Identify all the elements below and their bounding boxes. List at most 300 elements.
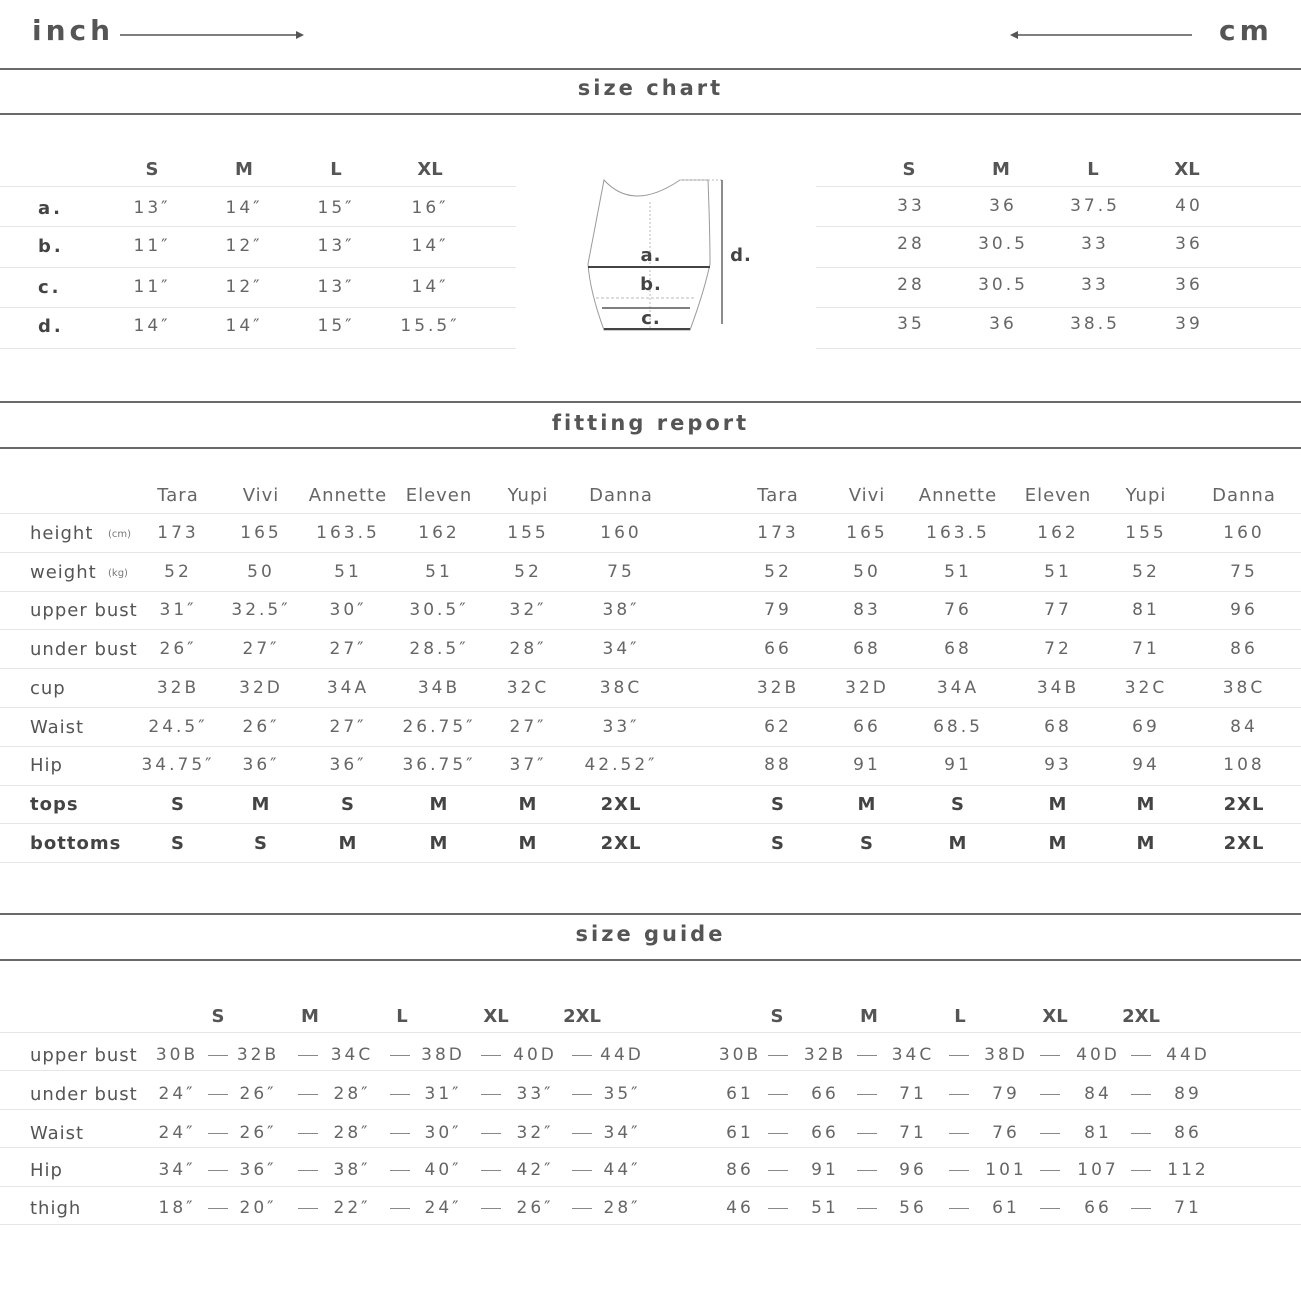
fitting-value-cm: 81 <box>1132 600 1160 620</box>
row-divider <box>0 186 516 187</box>
guide-value-inch: 44D <box>600 1045 644 1065</box>
range-dash <box>390 1133 410 1134</box>
fitting-value-inch: 32D <box>239 678 283 698</box>
guide-value-inch: 22″ <box>333 1198 371 1218</box>
range-dash <box>857 1133 877 1134</box>
size-value-cm: 33 <box>1081 234 1109 254</box>
range-dash <box>1040 1208 1060 1209</box>
range-dash <box>768 1133 788 1134</box>
size-value-cm: 37.5 <box>1070 196 1120 216</box>
fitting-value-cm: 71 <box>1132 639 1160 659</box>
range-dash <box>208 1133 228 1134</box>
fitting-value-inch: 2XL <box>600 833 642 854</box>
fitting-value-inch: 34.75″ <box>141 755 215 775</box>
row-divider <box>0 785 1301 786</box>
guide-value-inch: 18″ <box>158 1198 196 1218</box>
fitting-value-inch: 34B <box>417 678 461 698</box>
size-header-cm: L <box>1087 159 1099 180</box>
range-dash <box>949 1055 969 1056</box>
range-dash <box>1131 1170 1151 1171</box>
fitting-value-cm: 77 <box>1044 600 1072 620</box>
fitting-value-cm: S <box>951 794 965 815</box>
guide-row-label: thigh <box>30 1198 82 1219</box>
guide-size-header-cm: M <box>860 1006 878 1027</box>
size-value-inch: 14″ <box>411 236 449 256</box>
guide-value-cm: 51 <box>811 1198 839 1218</box>
row-divider <box>0 629 1301 630</box>
row-divider <box>816 307 1301 308</box>
guide-value-inch: 20″ <box>239 1198 277 1218</box>
size-value-cm: 28 <box>897 234 925 254</box>
guide-value-inch: 30″ <box>424 1123 462 1143</box>
range-dash <box>390 1094 410 1095</box>
fitting-value-cm: 34A <box>936 678 980 698</box>
range-dash <box>1040 1170 1060 1171</box>
fitting-value-inch: M <box>338 833 358 854</box>
guide-value-inch: 36″ <box>239 1160 277 1180</box>
range-dash <box>1131 1055 1151 1056</box>
fitting-value-cm: 79 <box>764 600 792 620</box>
measure-label: c. <box>38 277 62 298</box>
range-dash <box>390 1208 410 1209</box>
range-dash <box>949 1133 969 1134</box>
size-value-inch: 15″ <box>317 198 355 218</box>
fitting-row-unit: (kg) <box>108 568 128 579</box>
fitting-value-inch: 51 <box>425 562 453 582</box>
size-value-inch: 11″ <box>133 277 171 297</box>
fitting-row-label: cup <box>30 678 66 699</box>
range-dash <box>1131 1208 1151 1209</box>
fitting-value-inch: 26″ <box>159 639 197 659</box>
guide-value-cm: 91 <box>811 1160 839 1180</box>
guide-value-cm: 66 <box>811 1123 839 1143</box>
fitting-value-inch: 52 <box>164 562 192 582</box>
fitting-value-inch: 28″ <box>509 639 547 659</box>
guide-size-header-inch: XL <box>483 1006 509 1027</box>
size-value-cm: 36 <box>989 314 1017 334</box>
unit-inch-label: inch <box>32 14 115 47</box>
guide-value-inch: 38″ <box>333 1160 371 1180</box>
measure-label: b. <box>38 236 64 257</box>
row-divider <box>0 591 1301 592</box>
range-dash <box>768 1170 788 1171</box>
guide-value-inch: 28″ <box>333 1123 371 1143</box>
fitting-value-inch: 26.75″ <box>402 717 476 737</box>
guide-value-cm: 84 <box>1084 1084 1112 1104</box>
guide-value-cm: 66 <box>1084 1198 1112 1218</box>
fitting-value-cm: 52 <box>764 562 792 582</box>
guide-value-cm: 61 <box>992 1198 1020 1218</box>
fitting-value-inch: 27″ <box>242 639 280 659</box>
fitting-value-cm: M <box>1136 794 1156 815</box>
range-dash <box>208 1170 228 1171</box>
range-dash <box>949 1208 969 1209</box>
guide-value-inch: 34″ <box>603 1123 641 1143</box>
guide-row-label: upper bust <box>30 1045 138 1066</box>
fitting-value-inch: 165 <box>240 523 282 543</box>
fitting-value-inch: 155 <box>507 523 549 543</box>
range-dash <box>481 1208 501 1209</box>
fitting-value-cm: 62 <box>764 717 792 737</box>
fitting-value-inch: S <box>171 833 185 854</box>
size-value-inch: 15″ <box>317 316 355 336</box>
fitting-value-cm: 72 <box>1044 639 1072 659</box>
range-dash <box>572 1055 592 1056</box>
fitting-row-label: height <box>30 523 94 544</box>
fitting-value-cm: S <box>860 833 874 854</box>
guide-size-header-cm: L <box>954 1006 966 1027</box>
guide-value-inch: 32B <box>236 1045 280 1065</box>
guide-value-cm: 38D <box>984 1045 1028 1065</box>
fitting-value-cm: 75 <box>1230 562 1258 582</box>
size-value-inch: 12″ <box>225 277 263 297</box>
fitting-value-inch: 75 <box>607 562 635 582</box>
fitting-value-inch: 32B <box>156 678 200 698</box>
guide-value-cm: 89 <box>1174 1084 1202 1104</box>
model-name-cm: Danna <box>1212 485 1276 506</box>
guide-value-inch: 26″ <box>239 1084 277 1104</box>
guide-value-inch: 40D <box>513 1045 557 1065</box>
fitting-value-inch: S <box>171 794 185 815</box>
size-value-inch: 11″ <box>133 236 171 256</box>
fitting-value-inch: 27″ <box>509 717 547 737</box>
fitting-value-inch: 27″ <box>329 639 367 659</box>
measure-label: d. <box>38 316 64 337</box>
divider <box>0 401 1301 403</box>
guide-value-cm: 46 <box>726 1198 754 1218</box>
guide-value-cm: 107 <box>1077 1160 1119 1180</box>
guide-value-cm: 32B <box>803 1045 847 1065</box>
fitting-value-cm: 68 <box>1044 717 1072 737</box>
fitting-value-inch: 173 <box>157 523 199 543</box>
fitting-row-label: Hip <box>30 755 63 776</box>
range-dash <box>481 1133 501 1134</box>
model-name-inch: Yupi <box>507 485 549 506</box>
unit-cm-label: cm <box>1219 14 1273 47</box>
range-dash <box>208 1094 228 1095</box>
fitting-value-cm: 155 <box>1125 523 1167 543</box>
size-value-cm: 39 <box>1175 314 1203 334</box>
size-value-inch: 15.5″ <box>400 316 460 336</box>
guide-size-header-inch: 2XL <box>563 1006 601 1027</box>
fitting-row-label: under bust <box>30 639 138 660</box>
fitting-value-inch: 36″ <box>242 755 280 775</box>
fitting-value-inch: 36.75″ <box>402 755 476 775</box>
model-name-inch: Eleven <box>405 485 473 506</box>
fitting-value-cm: 2XL <box>1223 833 1265 854</box>
range-dash <box>768 1208 788 1209</box>
fitting-value-inch: M <box>518 833 538 854</box>
fitting-value-cm: 162 <box>1037 523 1079 543</box>
guide-value-inch: 34C <box>330 1045 374 1065</box>
range-dash <box>572 1208 592 1209</box>
fitting-value-inch: 51 <box>334 562 362 582</box>
fitting-value-cm: 76 <box>944 600 972 620</box>
fitting-value-cm: 32B <box>756 678 800 698</box>
guide-value-inch: 35″ <box>603 1084 641 1104</box>
fitting-row-label: bottoms <box>30 833 122 854</box>
fitting-row-label: weight <box>30 562 97 583</box>
fitting-value-inch: 36″ <box>329 755 367 775</box>
guide-value-cm: 76 <box>992 1123 1020 1143</box>
guide-value-cm: 56 <box>899 1198 927 1218</box>
size-header-inch: S <box>145 159 159 180</box>
row-divider <box>0 1147 1301 1148</box>
fitting-value-cm: 108 <box>1223 755 1265 775</box>
model-name-cm: Annette <box>918 485 998 506</box>
row-divider <box>0 1032 1301 1033</box>
size-value-inch: 13″ <box>317 277 355 297</box>
range-dash <box>572 1133 592 1134</box>
fitting-value-cm: 160 <box>1223 523 1265 543</box>
divider <box>0 959 1301 961</box>
guide-value-inch: 28″ <box>333 1084 371 1104</box>
fitting-value-cm: 91 <box>853 755 881 775</box>
fitting-value-inch: 32″ <box>509 600 547 620</box>
fitting-value-inch: S <box>254 833 268 854</box>
size-value-cm: 38.5 <box>1070 314 1120 334</box>
fitting-value-cm: M <box>857 794 877 815</box>
fitting-value-inch: 160 <box>600 523 642 543</box>
fitting-value-cm: M <box>1048 794 1068 815</box>
size-value-inch: 14″ <box>225 316 263 336</box>
divider <box>0 913 1301 915</box>
model-name-inch: Tara <box>157 485 199 506</box>
model-name-cm: Tara <box>757 485 799 506</box>
fitting-value-inch: 32C <box>506 678 550 698</box>
range-dash <box>298 1094 318 1095</box>
guide-value-cm: 30B <box>718 1045 762 1065</box>
fitting-value-inch: 32.5″ <box>231 600 291 620</box>
divider <box>0 113 1301 115</box>
fitting-value-inch: 2XL <box>600 794 642 815</box>
fitting-value-inch: 162 <box>418 523 460 543</box>
guide-value-inch: 24″ <box>158 1084 196 1104</box>
guide-value-cm: 40D <box>1076 1045 1120 1065</box>
fitting-value-cm: 94 <box>1132 755 1160 775</box>
guide-value-inch: 24″ <box>424 1198 462 1218</box>
fitting-value-cm: 51 <box>1044 562 1072 582</box>
model-name-inch: Danna <box>589 485 653 506</box>
diagram-label-b: b. <box>640 274 662 295</box>
fitting-value-inch: 163.5 <box>316 523 380 543</box>
divider <box>0 68 1301 70</box>
fitting-value-cm: 68.5 <box>933 717 983 737</box>
fitting-value-cm: 68 <box>944 639 972 659</box>
guide-size-header-inch: L <box>396 1006 408 1027</box>
fitting-value-inch: 30.5″ <box>409 600 469 620</box>
arrow-right-icon <box>118 27 308 43</box>
row-divider <box>816 226 1301 227</box>
size-header-cm: M <box>992 159 1010 180</box>
diagram-label-a: a. <box>640 245 662 266</box>
fitting-value-cm: 32C <box>1124 678 1168 698</box>
fitting-value-cm: 173 <box>757 523 799 543</box>
fitting-value-inch: M <box>251 794 271 815</box>
fitting-row-label: upper bust <box>30 600 138 621</box>
guide-value-inch: 26″ <box>516 1198 554 1218</box>
fitting-value-inch: 33″ <box>602 717 640 737</box>
fitting-value-cm: 68 <box>853 639 881 659</box>
fitting-value-inch: 38C <box>599 678 643 698</box>
range-dash <box>298 1208 318 1209</box>
size-header-cm: XL <box>1174 159 1200 180</box>
fitting-value-inch: 28.5″ <box>409 639 469 659</box>
fitting-value-cm: S <box>771 794 785 815</box>
range-dash <box>857 1094 877 1095</box>
row-divider <box>0 513 1301 514</box>
range-dash <box>481 1055 501 1056</box>
range-dash <box>298 1170 318 1171</box>
guide-row-label: Waist <box>30 1123 85 1144</box>
guide-value-cm: 86 <box>726 1160 754 1180</box>
guide-value-cm: 71 <box>899 1084 927 1104</box>
fitting-value-inch: 27″ <box>329 717 367 737</box>
guide-value-inch: 40″ <box>424 1160 462 1180</box>
guide-row-label: under bust <box>30 1084 138 1105</box>
range-dash <box>208 1208 228 1209</box>
guide-value-cm: 79 <box>992 1084 1020 1104</box>
fitting-value-cm: 88 <box>764 755 792 775</box>
guide-size-header-inch: S <box>211 1006 225 1027</box>
fitting-value-cm: 163.5 <box>926 523 990 543</box>
row-divider <box>816 186 1301 187</box>
guide-value-inch: 33″ <box>516 1084 554 1104</box>
guide-value-inch: 26″ <box>239 1123 277 1143</box>
model-name-cm: Eleven <box>1024 485 1092 506</box>
fitting-value-cm: 93 <box>1044 755 1072 775</box>
fitting-value-inch: 34A <box>326 678 370 698</box>
row-divider <box>0 1070 1301 1071</box>
range-dash <box>857 1170 877 1171</box>
size-value-inch: 13″ <box>133 198 171 218</box>
range-dash <box>481 1094 501 1095</box>
model-name-cm: Vivi <box>848 485 886 506</box>
size-value-cm: 30.5 <box>978 275 1028 295</box>
range-dash <box>481 1170 501 1171</box>
range-dash <box>1040 1055 1060 1056</box>
guide-value-inch: 31″ <box>424 1084 462 1104</box>
row-divider <box>0 823 1301 824</box>
row-divider <box>816 267 1301 268</box>
range-dash <box>572 1170 592 1171</box>
size-value-cm: 36 <box>1175 275 1203 295</box>
guide-size-header-cm: XL <box>1042 1006 1068 1027</box>
fitting-value-cm: 83 <box>853 600 881 620</box>
fitting-value-cm: M <box>948 833 968 854</box>
fitting-value-cm: 66 <box>764 639 792 659</box>
size-value-inch: 14″ <box>133 316 171 336</box>
size-value-cm: 40 <box>1175 196 1203 216</box>
size-value-inch: 16″ <box>411 198 449 218</box>
size-value-inch: 14″ <box>411 277 449 297</box>
row-divider <box>0 226 516 227</box>
fitting-value-cm: 2XL <box>1223 794 1265 815</box>
size-chart-title: size chart <box>577 76 724 100</box>
guide-value-cm: 34C <box>891 1045 935 1065</box>
diagram-label-c: c. <box>641 308 661 329</box>
size-value-inch: 14″ <box>225 198 263 218</box>
fitting-value-cm: 50 <box>853 562 881 582</box>
row-divider <box>0 552 1301 553</box>
guide-value-inch: 28″ <box>603 1198 641 1218</box>
guide-value-cm: 96 <box>899 1160 927 1180</box>
fitting-value-cm: 32D <box>845 678 889 698</box>
range-dash <box>768 1055 788 1056</box>
fitting-value-inch: 38″ <box>602 600 640 620</box>
fitting-value-cm: 66 <box>853 717 881 737</box>
fitting-value-inch: 50 <box>247 562 275 582</box>
guide-value-cm: 112 <box>1167 1160 1209 1180</box>
guide-size-header-cm: 2XL <box>1122 1006 1160 1027</box>
guide-value-cm: 44D <box>1166 1045 1210 1065</box>
range-dash <box>572 1094 592 1095</box>
guide-size-header-cm: S <box>770 1006 784 1027</box>
row-divider <box>0 746 1301 747</box>
model-name-inch: Annette <box>308 485 388 506</box>
guide-value-inch: 34″ <box>158 1160 196 1180</box>
range-dash <box>768 1094 788 1095</box>
arrow-left-icon <box>1006 27 1196 43</box>
guide-value-cm: 66 <box>811 1084 839 1104</box>
guide-value-cm: 61 <box>726 1084 754 1104</box>
fitting-value-cm: 96 <box>1230 600 1258 620</box>
size-value-cm: 36 <box>1175 234 1203 254</box>
fitting-value-inch: 30″ <box>329 600 367 620</box>
size-header-inch: XL <box>417 159 443 180</box>
size-value-inch: 13″ <box>317 236 355 256</box>
fitting-value-cm: S <box>771 833 785 854</box>
range-dash <box>390 1170 410 1171</box>
fitting-value-inch: 24.5″ <box>148 717 208 737</box>
size-value-cm: 33 <box>897 196 925 216</box>
range-dash <box>1040 1094 1060 1095</box>
range-dash <box>208 1055 228 1056</box>
fitting-value-inch: M <box>429 833 449 854</box>
guide-value-cm: 61 <box>726 1123 754 1143</box>
fitting-value-cm: M <box>1136 833 1156 854</box>
row-divider <box>0 307 516 308</box>
range-dash <box>298 1055 318 1056</box>
guide-value-cm: 86 <box>1174 1123 1202 1143</box>
guide-value-inch: 30B <box>155 1045 199 1065</box>
row-divider <box>0 862 1301 863</box>
fitting-value-inch: 31″ <box>159 600 197 620</box>
range-dash <box>857 1055 877 1056</box>
range-dash <box>857 1208 877 1209</box>
fitting-row-unit: (cm) <box>108 529 132 540</box>
fitting-value-inch: 42.52″ <box>584 755 658 775</box>
row-divider <box>0 267 516 268</box>
range-dash <box>390 1055 410 1056</box>
size-value-cm: 33 <box>1081 275 1109 295</box>
size-header-inch: M <box>235 159 253 180</box>
fitting-value-inch: M <box>429 794 449 815</box>
guide-value-cm: 81 <box>1084 1123 1112 1143</box>
divider <box>0 447 1301 449</box>
guide-value-cm: 101 <box>985 1160 1027 1180</box>
fitting-report-title: fitting report <box>551 411 750 435</box>
fitting-value-cm: 84 <box>1230 717 1258 737</box>
fitting-value-cm: 38C <box>1222 678 1266 698</box>
fitting-row-label: tops <box>30 794 79 815</box>
guide-value-inch: 24″ <box>158 1123 196 1143</box>
range-dash <box>298 1133 318 1134</box>
guide-value-cm: 71 <box>899 1123 927 1143</box>
fitting-value-inch: 34″ <box>602 639 640 659</box>
row-divider <box>0 707 1301 708</box>
model-name-cm: Yupi <box>1125 485 1167 506</box>
